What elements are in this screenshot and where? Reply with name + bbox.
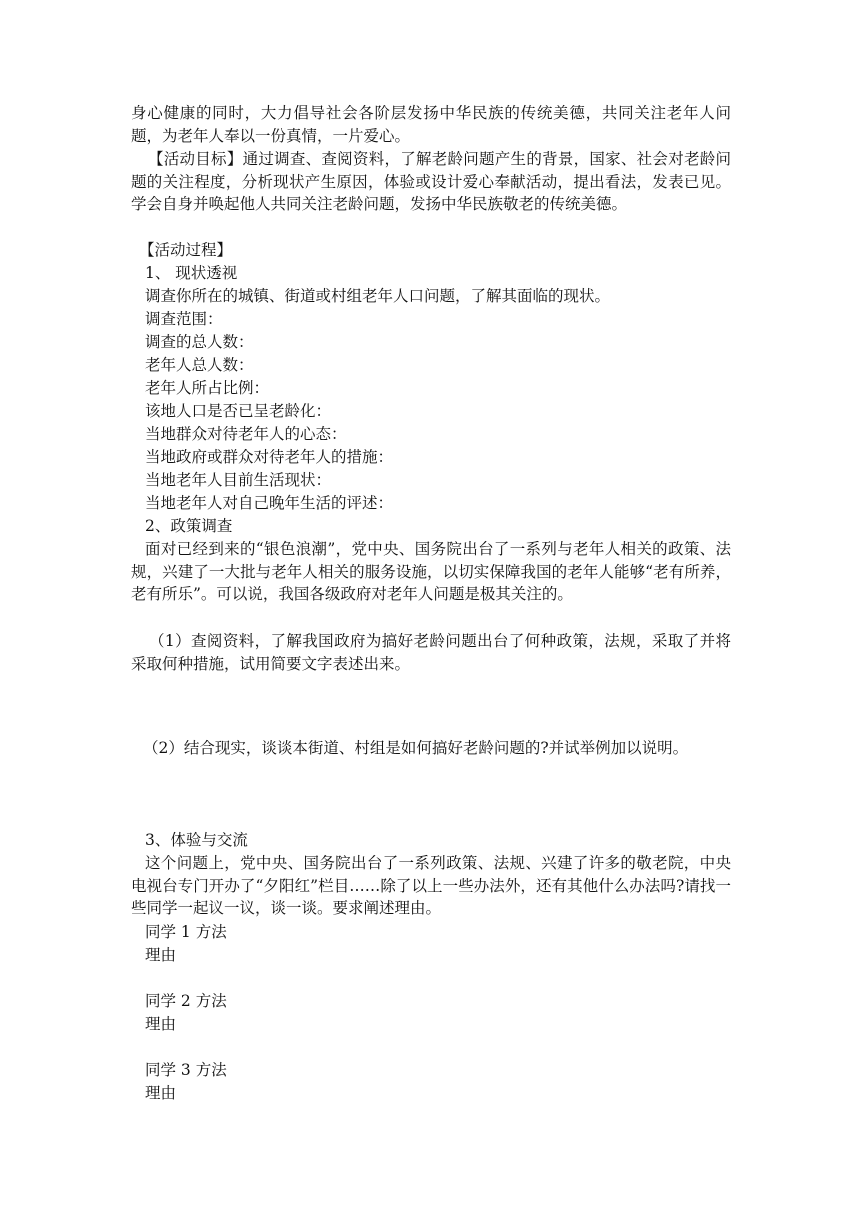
- section2-question-2: （2）结合现实，谈谈本街道、村组是如何搞好老龄问题的?并试举例加以说明。: [143, 739, 689, 757]
- section2-paragraph: 面对已经到来的“银色浪潮”，党中央、国务院出台了一系列与老年人相关的政策、法规，兴建了一大批与老年人相关的服务设施，以切实保障我国的老年人能够“老有所养，老有所乐”。可以说，我国各级政府对老年人问题是极其关注的。: [131, 540, 731, 603]
- section1-instruction: 调查你所在的城镇、街道或村组老年人口问题，了解其面临的现状。: [145, 287, 611, 305]
- student-reason: 理由: [145, 946, 177, 964]
- student-method: 同学 1 方法: [145, 923, 227, 941]
- intro-paragraph: 身心健康的同时，大力倡导社会各阶层发扬中华民族的传统美德，共同关注老年人问题，为老年人奉以一份真情，一片爱心。: [131, 104, 731, 145]
- section3-heading: 3、体验与交流: [145, 831, 248, 849]
- student-method: 同学 2 方法: [145, 992, 227, 1010]
- survey-field: 当地老年人对自己晚年生活的评述：: [145, 494, 394, 512]
- survey-field: 当地群众对待老年人的心态：: [145, 425, 347, 443]
- survey-field: 调查范围：: [145, 310, 223, 328]
- section1-heading: 1、 现状透视: [145, 264, 238, 282]
- survey-field: 老年人所占比例：: [145, 379, 270, 397]
- student-reason: 理由: [145, 1015, 177, 1033]
- survey-field: 当地政府或群众对待老年人的措施：: [145, 448, 394, 466]
- section2-heading: 2、政策调查: [145, 517, 233, 535]
- student-method: 同学 3 方法: [145, 1061, 227, 1079]
- survey-field: 老年人总人数：: [145, 356, 254, 374]
- section3-paragraph: 这个问题上，党中央、国务院出台了一系列政策、法规、兴建了许多的敬老院，中央电视台专门开办了“夕阳红”栏目……除了以上一些办法外，还有其他什么办法吗?请找一些同学一起议一议，谈一谈。要求阐述理由。: [131, 854, 731, 917]
- section2-question-1: （1）查阅资料，了解我国政府为搞好老龄问题出台了何种政策，法规，采取了并将采取何种措施，试用简要文字表述出来。: [131, 632, 731, 673]
- survey-field: 该地人口是否已呈老龄化：: [145, 402, 332, 420]
- survey-field: 当地老年人目前生活现状：: [145, 471, 332, 489]
- activity-goal-paragraph: 【活动目标】通过调查、查阅资料，了解老龄问题产生的背景，国家、社会对老龄问题的关注程度，分析现状产生原因，体验或设计爱心奉献活动，提出看法，发表已见。学会自身并唤起他人共同关注老龄问题，发扬中华民族敬老的传统美德。: [131, 150, 731, 213]
- survey-field: 调查的总人数：: [145, 333, 254, 351]
- student-reason: 理由: [145, 1084, 177, 1102]
- activity-process-heading: 【活动过程】: [139, 241, 233, 259]
